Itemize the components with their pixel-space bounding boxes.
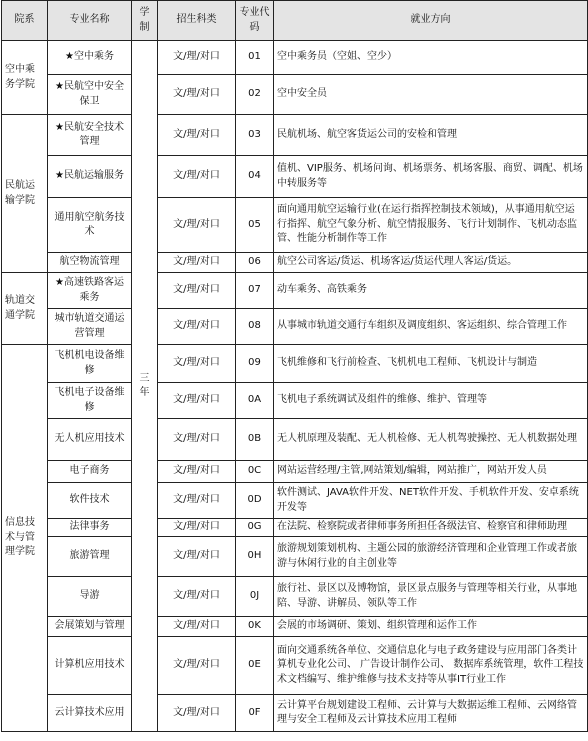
zhaosheng-cell: 文/理/对口 [158, 519, 236, 537]
employment-cell: 会展的市场调研、策划、组织管理和运作工作 [274, 617, 588, 637]
major-cell: 法律事务 [48, 519, 132, 537]
employment-cell: 航空公司客运/货运、机场客运/货运代理人客运/货运。 [274, 253, 588, 273]
zhaosheng-cell: 文/理/对口 [158, 253, 236, 273]
zhaosheng-cell: 文/理/对口 [158, 115, 236, 156]
code-cell: 0B [236, 419, 274, 461]
code-cell: 05 [236, 198, 274, 253]
major-cell: 无人机应用技术 [48, 419, 132, 461]
table-row [2, 41, 588, 75]
school-cell: 空中乘务学院 [2, 41, 48, 115]
table-row [2, 461, 588, 483]
code-cell: 0E [236, 637, 274, 695]
employment-cell: 面向通用航空运输行业(在运行指挥控制技术领域)，从事通用航空运行指挥、航空气象分析、航空情报服务、飞行计划制作、飞机动态监管、性能分析制作等工作 [274, 198, 588, 253]
employment-cell: 旅游规划策划机构、主题公园的旅游经济管理和企业管理工作或者旅游与休闲行业的自主创业等 [274, 537, 588, 577]
code-cell: 0F [236, 695, 274, 732]
table-row [2, 115, 588, 156]
employment-cell: 在法院、检察院或者律师事务所担任各级法官、检察官和律师助理 [274, 519, 588, 537]
school-cell: 轨道交通学院 [2, 273, 48, 345]
table-row [2, 695, 588, 732]
table-row [2, 637, 588, 695]
code-cell: 09 [236, 345, 274, 383]
table-row [2, 198, 588, 253]
table-row [2, 253, 588, 273]
header-school: 院系 [2, 1, 48, 41]
table-row [2, 537, 588, 577]
code-cell: 0A [236, 383, 274, 419]
major-cell: 城市轨道交通运营管理 [48, 309, 132, 345]
zhaosheng-cell: 文/理/对口 [158, 537, 236, 577]
major-cell: ★民航运输服务 [48, 156, 132, 198]
code-cell: 04 [236, 156, 274, 198]
table-row [2, 483, 588, 519]
code-cell: 0D [236, 483, 274, 519]
code-cell: 06 [236, 253, 274, 273]
xuezhi-cell: 三年 [132, 41, 158, 732]
major-cell: ★民航安全技术管理 [48, 115, 132, 156]
zhaosheng-cell: 文/理/对口 [158, 617, 236, 637]
employment-cell: 从事城市轨道交通行车组织及调度组织、客运组织、综合管理工作 [274, 309, 588, 345]
header-employment: 就业方向 [274, 1, 588, 41]
major-cell: 电子商务 [48, 461, 132, 483]
employment-cell: 空中安全员 [274, 75, 588, 115]
major-cell: ★高速铁路客运乘务 [48, 273, 132, 309]
zhaosheng-cell: 文/理/对口 [158, 695, 236, 732]
zhaosheng-cell: 文/理/对口 [158, 309, 236, 345]
code-cell: 03 [236, 115, 274, 156]
table-body [2, 41, 588, 732]
code-cell: 0C [236, 461, 274, 483]
employment-cell: 飞机维修和飞行前检查、飞机机电工程师、飞机设计与制造 [274, 345, 588, 383]
table-row [2, 577, 588, 617]
major-cell: 会展策划与管理 [48, 617, 132, 637]
major-cell: ★空中乘务 [48, 41, 132, 75]
zhaosheng-cell: 文/理/对口 [158, 198, 236, 253]
major-cell: 计算机应用技术 [48, 637, 132, 695]
employment-cell: 网站运营经理/主管,网站策划/编辑，网站推广，网站开发人员 [274, 461, 588, 483]
major-cell: 软件技术 [48, 483, 132, 519]
major-cell: 航空物流管理 [48, 253, 132, 273]
employment-cell: 动车乘务、高铁乘务 [274, 273, 588, 309]
employment-cell: 飞机电子系统调试及组件的维修、维护、管理等 [274, 383, 588, 419]
employment-cell: 面向交通系统各单位、交通信息化与电子政务建设与应用部门各类计算机专业化公司、 广告设计制作公司、 数据库系统管理，软件工程技术文档编写、维护维修与技术支持等从事IT行业工作 [274, 637, 588, 695]
code-cell: 0H [236, 537, 274, 577]
header-xuezhi: 学制 [132, 1, 158, 41]
table-row [2, 345, 588, 383]
employment-cell: 软件测试、JAVA软件开发、NET软件开发、手机软件开发、安卓系统开发等 [274, 483, 588, 519]
code-cell: 0K [236, 617, 274, 637]
zhaosheng-cell: 文/理/对口 [158, 273, 236, 309]
employment-cell: 无人机原理及装配、无人机检修、无人机驾驶操控、无人机数据处理 [274, 419, 588, 461]
table-row [2, 156, 588, 198]
major-cell: ★民航空中安全保卫 [48, 75, 132, 115]
zhaosheng-cell: 文/理/对口 [158, 345, 236, 383]
code-cell: 0J [236, 577, 274, 617]
zhaosheng-cell: 文/理/对口 [158, 419, 236, 461]
header-zhaosheng: 招生科类 [158, 1, 236, 41]
table-row [2, 273, 588, 309]
employment-cell: 民航机场、航空客货运公司的安检和管理 [274, 115, 588, 156]
table-row [2, 617, 588, 637]
code-cell: 0G [236, 519, 274, 537]
code-cell: 02 [236, 75, 274, 115]
zhaosheng-cell: 文/理/对口 [158, 156, 236, 198]
zhaosheng-cell: 文/理/对口 [158, 383, 236, 419]
zhaosheng-cell: 文/理/对口 [158, 577, 236, 617]
zhaosheng-cell: 文/理/对口 [158, 461, 236, 483]
school-cell: 信息技术与管理学院 [2, 345, 48, 732]
zhaosheng-cell: 文/理/对口 [158, 41, 236, 75]
school-cell: 民航运输学院 [2, 115, 48, 273]
zhaosheng-cell: 文/理/对口 [158, 483, 236, 519]
employment-cell: 旅行社、景区以及博物馆，景区景点服务与管理等相关行业，从事地陪、导游、讲解员、领队等工作 [274, 577, 588, 617]
table-row [2, 383, 588, 419]
major-cell: 云计算技术应用 [48, 695, 132, 732]
header-code: 专业代码 [236, 1, 274, 41]
table-row [2, 75, 588, 115]
code-cell: 07 [236, 273, 274, 309]
table-row [2, 419, 588, 461]
employment-cell: 云计算平台规划建设工程师、云计算与大数据运维工程师、云网络管理与安全工程师及云计算技术应用工程师 [274, 695, 588, 732]
major-cell: 旅游管理 [48, 537, 132, 577]
zhaosheng-cell: 文/理/对口 [158, 75, 236, 115]
employment-cell: 值机、VIP服务、机场问询、机场票务、机场客服、商贸、调配、机场中转服务等 [274, 156, 588, 198]
header-major: 专业名称 [48, 1, 132, 41]
table-header-row [2, 1, 588, 41]
code-cell: 08 [236, 309, 274, 345]
major-cell: 飞机机电设备维修 [48, 345, 132, 383]
major-cell: 导游 [48, 577, 132, 617]
table-row [2, 519, 588, 537]
major-cell: 通用航空航务技术 [48, 198, 132, 253]
employment-cell: 空中乘务员（空姐、空少） [274, 41, 588, 75]
zhaosheng-cell: 文/理/对口 [158, 637, 236, 695]
major-cell: 飞机电子设备维修 [48, 383, 132, 419]
table-row [2, 309, 588, 345]
majors-table [1, 0, 588, 732]
code-cell: 01 [236, 41, 274, 75]
